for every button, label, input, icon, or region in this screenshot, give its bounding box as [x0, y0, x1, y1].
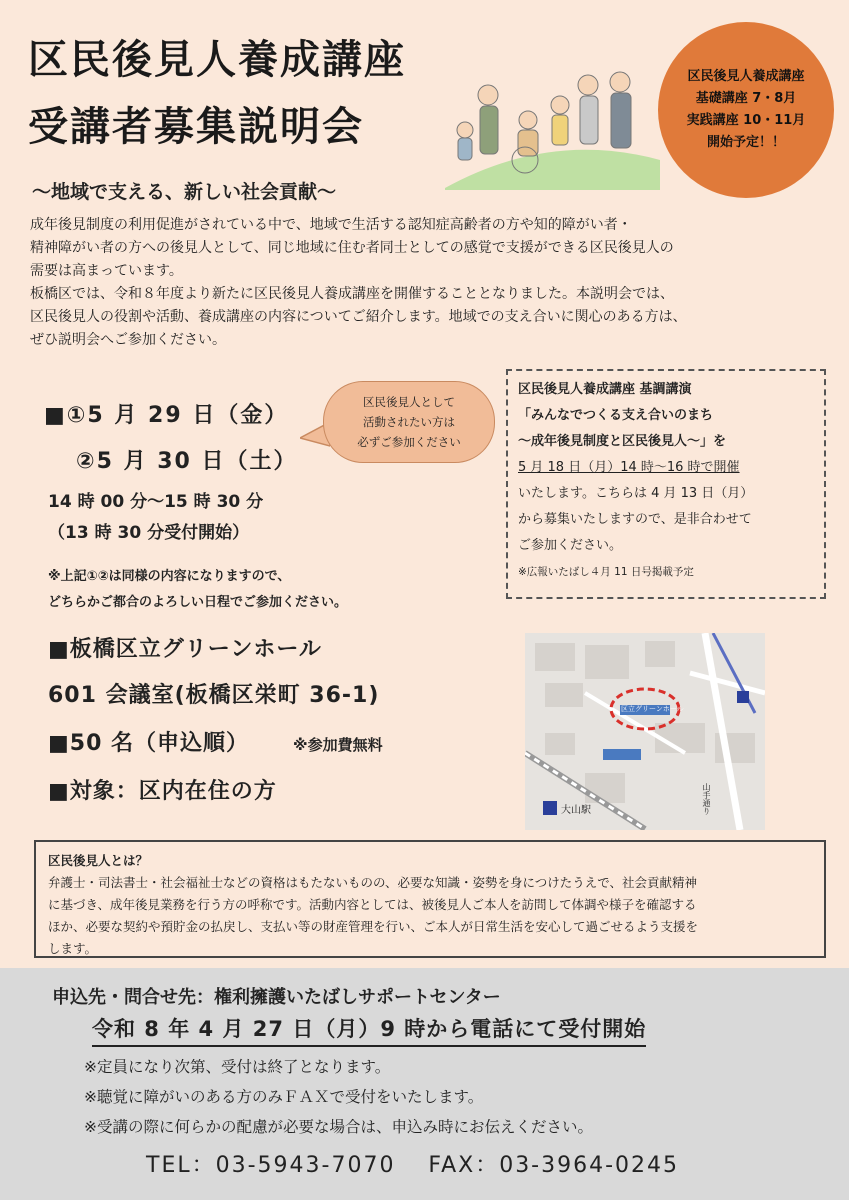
- badge-line3: 実践講座 10・11月: [686, 113, 806, 128]
- venue-name: ■板橋区立グリーンホール: [48, 637, 322, 662]
- venue-room: 601 会議室(板橋区栄町 36-1): [48, 683, 380, 708]
- badge-line4: 開始予定！！: [706, 135, 785, 150]
- intro-line: 区民後見人の役割や活動、養成講座の内容についてご紹介します。地域での支え合いに関心のある方は、: [30, 309, 687, 325]
- lecture-title-1: 「みんなでつくる支え合いのまち: [518, 408, 714, 423]
- intro-text: [30, 214, 830, 352]
- intro-line: ぜひ説明会へご参加ください。: [30, 332, 226, 348]
- lecture-line: 5 月 18 日（月）14 時～16 時で開催: [518, 460, 740, 475]
- subtitle: ～地域で支える、新しい社会貢献～: [32, 181, 337, 203]
- intro-line: 精神障がい者の方への後見人として、同じ地域に住む者同士としての感覚で支援ができる区民後見人の: [30, 240, 674, 256]
- session-time: 14 時 00 分～15 時 30 分: [48, 492, 264, 512]
- intro-line: 成年後見制度の利用促進がされている中で、地域で生活する認知症高齢者の方や知的障がい者・: [30, 217, 632, 233]
- session-date-1: ■①5 月 29 日（金）: [44, 403, 289, 428]
- capacity: ■50 名（申込順）: [48, 731, 250, 756]
- badge-line1: 区民後見人養成講座: [687, 69, 805, 84]
- lecture-line: から募集いたしますので、是非合わせて: [518, 512, 752, 527]
- schedule-badge: [658, 22, 834, 198]
- footer-note-2: ※聴覚に障がいのある方のみＦＡＸで受付をいたします。: [84, 1088, 484, 1106]
- footer-note-1: ※定員になり次第、受付は終了となります。: [84, 1058, 391, 1076]
- target: ■対象：区内在住の方: [48, 779, 277, 804]
- bubble-line: 必ずご参加ください: [357, 435, 461, 449]
- session-note-2: どちらかご都合のよろしい日程でご参加ください。: [48, 595, 348, 610]
- definition-line: ほか、必要な契約や預貯金の払戻し、支払い等の財産管理を行い、ご本人が日常生活を安心して過ごせるよう支援を: [48, 919, 699, 934]
- bubble-line: 活動されたい方は: [363, 415, 455, 429]
- keynote-lecture-box: [506, 369, 826, 599]
- map-station-label: 大山駅: [561, 805, 591, 816]
- definition-heading: 区民後見人とは？: [48, 853, 149, 868]
- lecture-heading: 区民後見人養成講座 基調講演: [518, 382, 692, 397]
- intro-line: 需要は高まっています。: [30, 263, 183, 279]
- definition-line: 弁護士・司法書士・社会福祉士などの資格はもたないものの、必要な知識・姿勢を身につけたうえで、社会貢献精神: [48, 875, 698, 890]
- attendance-bubble: [323, 381, 495, 463]
- definition-box: [34, 840, 826, 958]
- tel-fax: TEL：03-5943-7070 FAX：03-3964-0245: [146, 1153, 680, 1178]
- fee-note: ※参加費無料: [293, 736, 383, 754]
- session-note-1: ※上記①②は同様の内容になりますので、: [48, 569, 291, 584]
- lecture-title-2: ～成年後見制度と区民後見人～」を: [518, 434, 727, 449]
- page-title-line1: 区民後見人養成講座: [28, 37, 406, 83]
- community-people-illustration: [440, 60, 665, 190]
- bubble-line: 区民後見人として: [363, 395, 455, 409]
- session-date-2: ②5 月 30 日（土）: [76, 449, 298, 474]
- page-title-line2: 受講者募集説明会: [28, 104, 364, 150]
- contact-heading: 申込先・問合せ先：権利擁護いたばしサポートセンター: [52, 987, 501, 1008]
- reception-start: 令和 8 年 4 月 27 日（月）9 時から電話にて受付開始: [92, 1013, 646, 1047]
- footer-note-3: ※受講の際に何らかの配慮が必要な場合は、申込み時にお伝えください。: [84, 1118, 593, 1136]
- definition-line: に基づき、成年後見業務を行う方の呼称です。活動内容としては、被後見人ご本人を訪問して体調や様子を確認する: [48, 897, 697, 912]
- map-street-label: 山手通り: [702, 783, 711, 815]
- session-reception: （13 時 30 分受付開始）: [48, 523, 250, 543]
- lecture-note: ※広報いたばし４月 11 日号掲載予定: [518, 566, 694, 578]
- badge-line2: 基礎講座 7・8月: [695, 91, 797, 106]
- lecture-line: いたします。こちらは 4 月 13 日（月）: [518, 486, 754, 501]
- venue-map: [525, 633, 765, 830]
- definition-line: します。: [48, 941, 98, 956]
- lecture-line: ご参加ください。: [518, 538, 623, 553]
- map-venue-label: 区立グリーンホール: [621, 705, 684, 713]
- intro-line: 板橋区では、令和８年度より新たに区民後見人養成講座を開催することとなりました。本説明会では、: [30, 286, 674, 302]
